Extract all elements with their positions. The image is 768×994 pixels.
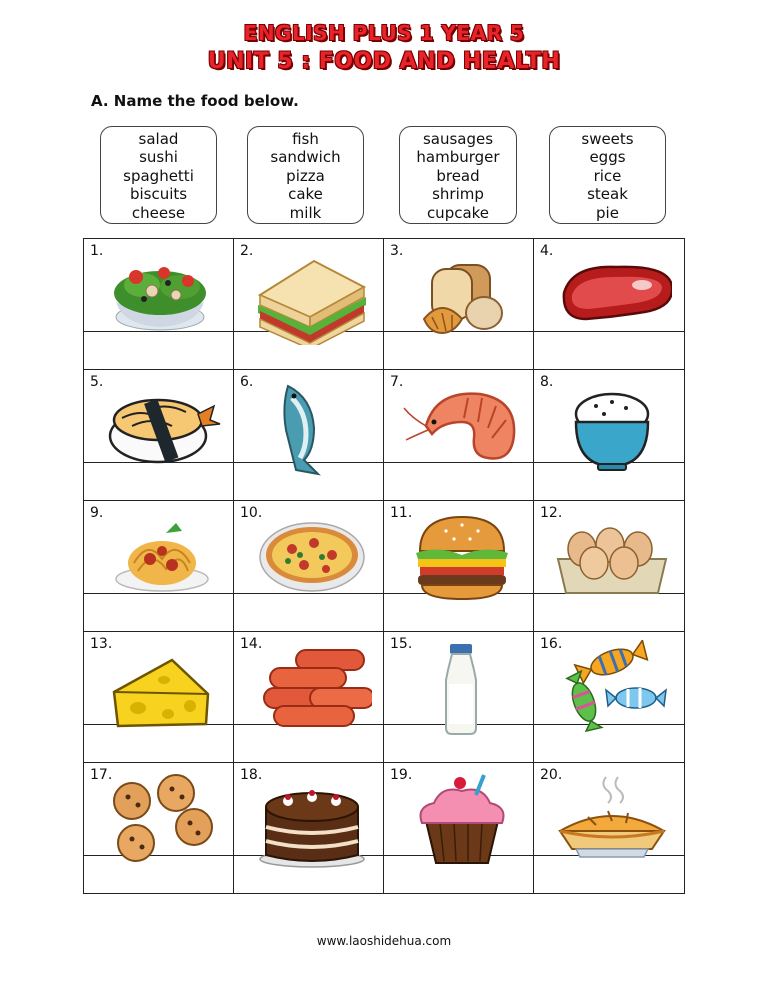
item-number: 17. bbox=[90, 767, 113, 783]
word-box-3 bbox=[399, 126, 517, 224]
food-picture-cell bbox=[84, 501, 234, 594]
answer-box[interactable] bbox=[84, 594, 234, 632]
food-picture-cell bbox=[84, 239, 234, 332]
word-item: hamburger bbox=[416, 148, 500, 167]
food-picture-cell bbox=[384, 239, 534, 332]
word-item: cupcake bbox=[426, 203, 490, 222]
word-item: pie bbox=[596, 203, 619, 222]
word-item: cake bbox=[288, 185, 323, 204]
footer-url: www.laoshidehua.com bbox=[316, 934, 452, 948]
word-item: bread bbox=[436, 166, 480, 185]
answer-box[interactable] bbox=[534, 725, 684, 763]
answer-box[interactable] bbox=[234, 594, 384, 632]
answer-box[interactable] bbox=[534, 856, 684, 894]
answer-box[interactable] bbox=[84, 463, 234, 501]
answer-box[interactable] bbox=[234, 725, 384, 763]
word-box-1 bbox=[100, 126, 217, 224]
item-number: 6. bbox=[240, 374, 254, 390]
food-picture-cell bbox=[234, 763, 384, 856]
item-number: 16. bbox=[540, 636, 563, 652]
answer-box[interactable] bbox=[384, 725, 534, 763]
item-number: 7. bbox=[390, 374, 404, 390]
answer-box[interactable] bbox=[234, 332, 384, 370]
item-number: 18. bbox=[240, 767, 263, 783]
food-picture-cell bbox=[234, 501, 384, 594]
word-item: rice bbox=[593, 166, 622, 185]
food-picture-cell bbox=[234, 632, 384, 725]
instruction-text: A. Name the food below. bbox=[91, 92, 299, 110]
food-picture-cell bbox=[384, 501, 534, 594]
food-picture-cell bbox=[534, 632, 684, 725]
food-grid bbox=[83, 238, 685, 894]
word-box-4 bbox=[549, 126, 666, 224]
answer-box[interactable] bbox=[234, 463, 384, 501]
food-picture-cell bbox=[534, 239, 684, 332]
word-item: shrimp bbox=[432, 185, 484, 204]
item-number: 20. bbox=[540, 767, 563, 783]
worksheet-title: ENGLISH PLUS 1 YEAR 5 bbox=[243, 21, 525, 45]
word-item: sandwich bbox=[270, 148, 341, 167]
word-item: salad bbox=[138, 130, 179, 148]
answer-box[interactable] bbox=[534, 332, 684, 370]
item-number: 9. bbox=[90, 505, 104, 521]
word-box-2 bbox=[247, 126, 364, 224]
item-number: 15. bbox=[390, 636, 413, 652]
item-number: 10. bbox=[240, 505, 263, 521]
food-picture-cell bbox=[384, 632, 534, 725]
food-picture-cell bbox=[234, 370, 384, 463]
word-item: cheese bbox=[131, 203, 186, 222]
answer-box[interactable] bbox=[84, 856, 234, 894]
answer-box[interactable] bbox=[384, 332, 534, 370]
item-number: 4. bbox=[540, 243, 554, 259]
word-item: sausages bbox=[422, 130, 494, 148]
food-picture-cell bbox=[234, 239, 384, 332]
food-picture-cell bbox=[84, 632, 234, 725]
answer-box[interactable] bbox=[234, 856, 384, 894]
word-item: biscuits bbox=[129, 185, 188, 204]
item-number: 14. bbox=[240, 636, 263, 652]
word-item: fish bbox=[292, 130, 319, 148]
food-picture-cell bbox=[84, 370, 234, 463]
item-number: 11. bbox=[390, 505, 413, 521]
word-item: pizza bbox=[286, 166, 325, 185]
item-number: 12. bbox=[540, 505, 563, 521]
food-picture-cell bbox=[534, 763, 684, 856]
word-item: eggs bbox=[589, 148, 626, 167]
food-picture-cell bbox=[84, 763, 234, 856]
answer-box[interactable] bbox=[84, 332, 234, 370]
answer-box[interactable] bbox=[384, 463, 534, 501]
answer-box[interactable] bbox=[534, 463, 684, 501]
word-item: steak bbox=[587, 185, 628, 204]
food-picture-cell bbox=[534, 501, 684, 594]
answer-box[interactable] bbox=[384, 594, 534, 632]
word-item: sweets bbox=[581, 130, 634, 148]
worksheet-subtitle: UNIT 5 : FOOD AND HEALTH bbox=[207, 49, 561, 74]
word-item: milk bbox=[289, 203, 322, 222]
answer-box[interactable] bbox=[534, 594, 684, 632]
item-number: 5. bbox=[90, 374, 104, 390]
word-item: spaghetti bbox=[123, 166, 194, 185]
item-number: 1. bbox=[90, 243, 104, 259]
item-number: 3. bbox=[390, 243, 404, 259]
food-picture-cell bbox=[534, 370, 684, 463]
item-number: 2. bbox=[240, 243, 254, 259]
item-number: 8. bbox=[540, 374, 554, 390]
word-item: sushi bbox=[139, 148, 178, 167]
food-picture-cell bbox=[384, 370, 534, 463]
food-picture-cell bbox=[384, 763, 534, 856]
item-number: 19. bbox=[390, 767, 413, 783]
item-number: 13. bbox=[90, 636, 113, 652]
answer-box[interactable] bbox=[84, 725, 234, 763]
answer-box[interactable] bbox=[384, 856, 534, 894]
